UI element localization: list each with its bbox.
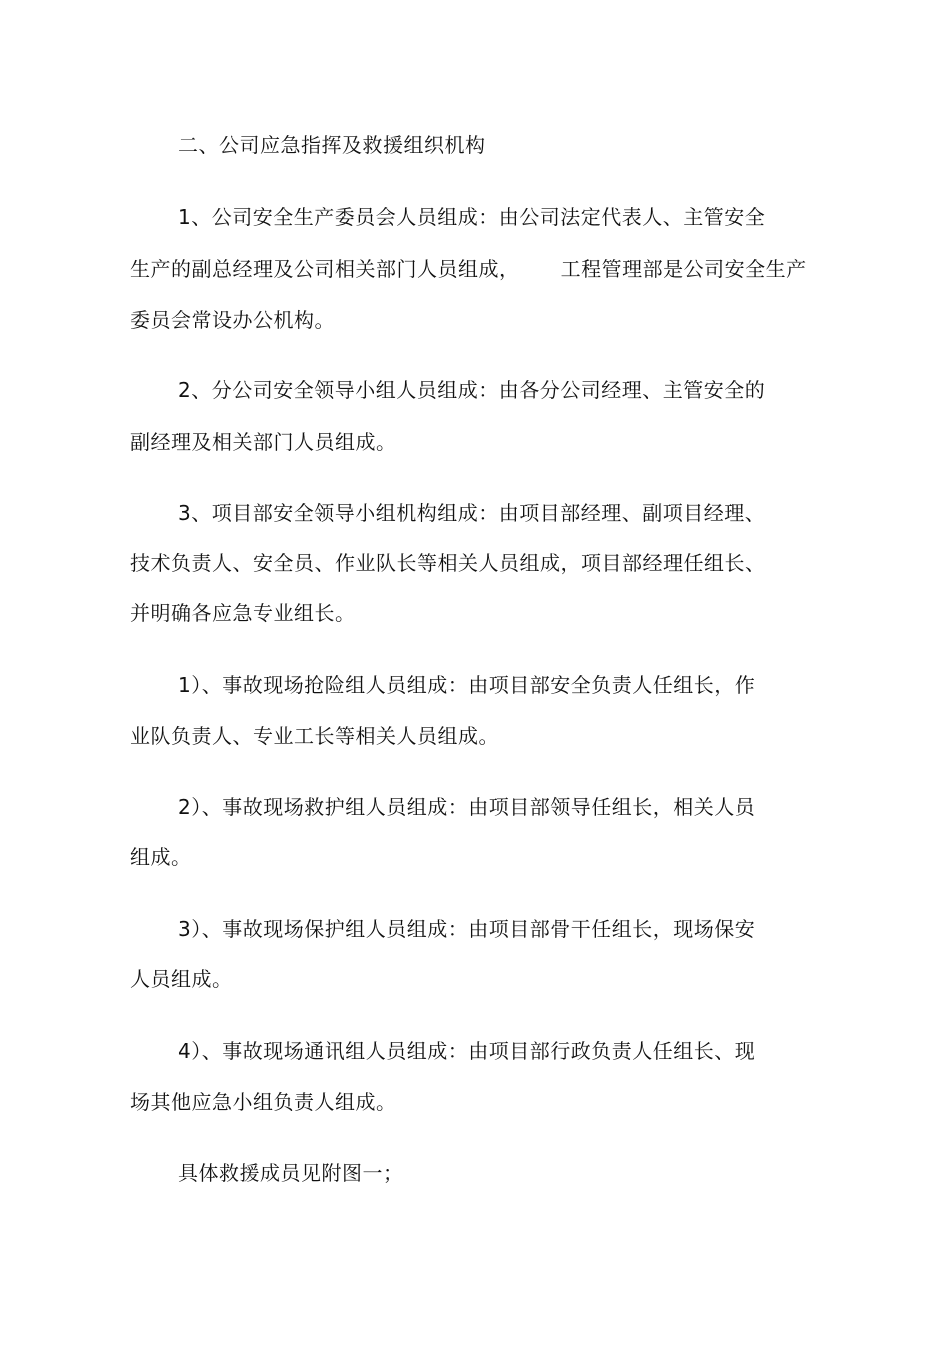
paragraph-line: 3）、事故现场保护组人员组成：由项目部骨干任组长，现场保安 — [178, 917, 756, 941]
paragraph-line: 2、分公司安全领导小组人员组成：由各分公司经理、主管安全的 — [178, 378, 766, 402]
paragraph-line: 3、项目部安全领导小组机构组成：由项目部经理、副项目经理、 — [178, 501, 766, 525]
section-heading: 二、公司应急指挥及救援组织机构 — [178, 133, 486, 157]
paragraph-line: 1）、事故现场抢险组人员组成：由项目部安全负责人任组长，作 — [178, 673, 756, 697]
closing-note: 具体救援成员见附图一； — [178, 1161, 404, 1185]
paragraph-line: 副经理及相关部门人员组成。 — [130, 430, 397, 454]
paragraph-line: 技术负责人、安全员、作业队长等相关人员组成，项目部经理任组长、 — [130, 551, 766, 575]
paragraph-line: 4）、事故现场通讯组人员组成：由项目部行政负责人任组长、现 — [178, 1039, 756, 1063]
paragraph-line: 组成。 — [130, 845, 192, 869]
paragraph-line: 业队负责人、专业工长等相关人员组成。 — [130, 724, 499, 748]
paragraph-line: 人员组成。 — [130, 967, 233, 991]
paragraph-line: 生产的副总经理及公司相关部门人员组成， 工程管理部是公司安全生产 — [130, 257, 807, 281]
paragraph-line: 并明确各应急专业组长。 — [130, 601, 356, 625]
paragraph-line: 1、公司安全生产委员会人员组成：由公司法定代表人、主管安全 — [178, 205, 766, 229]
paragraph-line: 委员会常设办公机构。 — [130, 308, 335, 332]
paragraph-line: 2）、事故现场救护组人员组成：由项目部领导任组长，相关人员 — [178, 795, 756, 819]
paragraph-line: 场其他应急小组负责人组成。 — [130, 1090, 397, 1114]
